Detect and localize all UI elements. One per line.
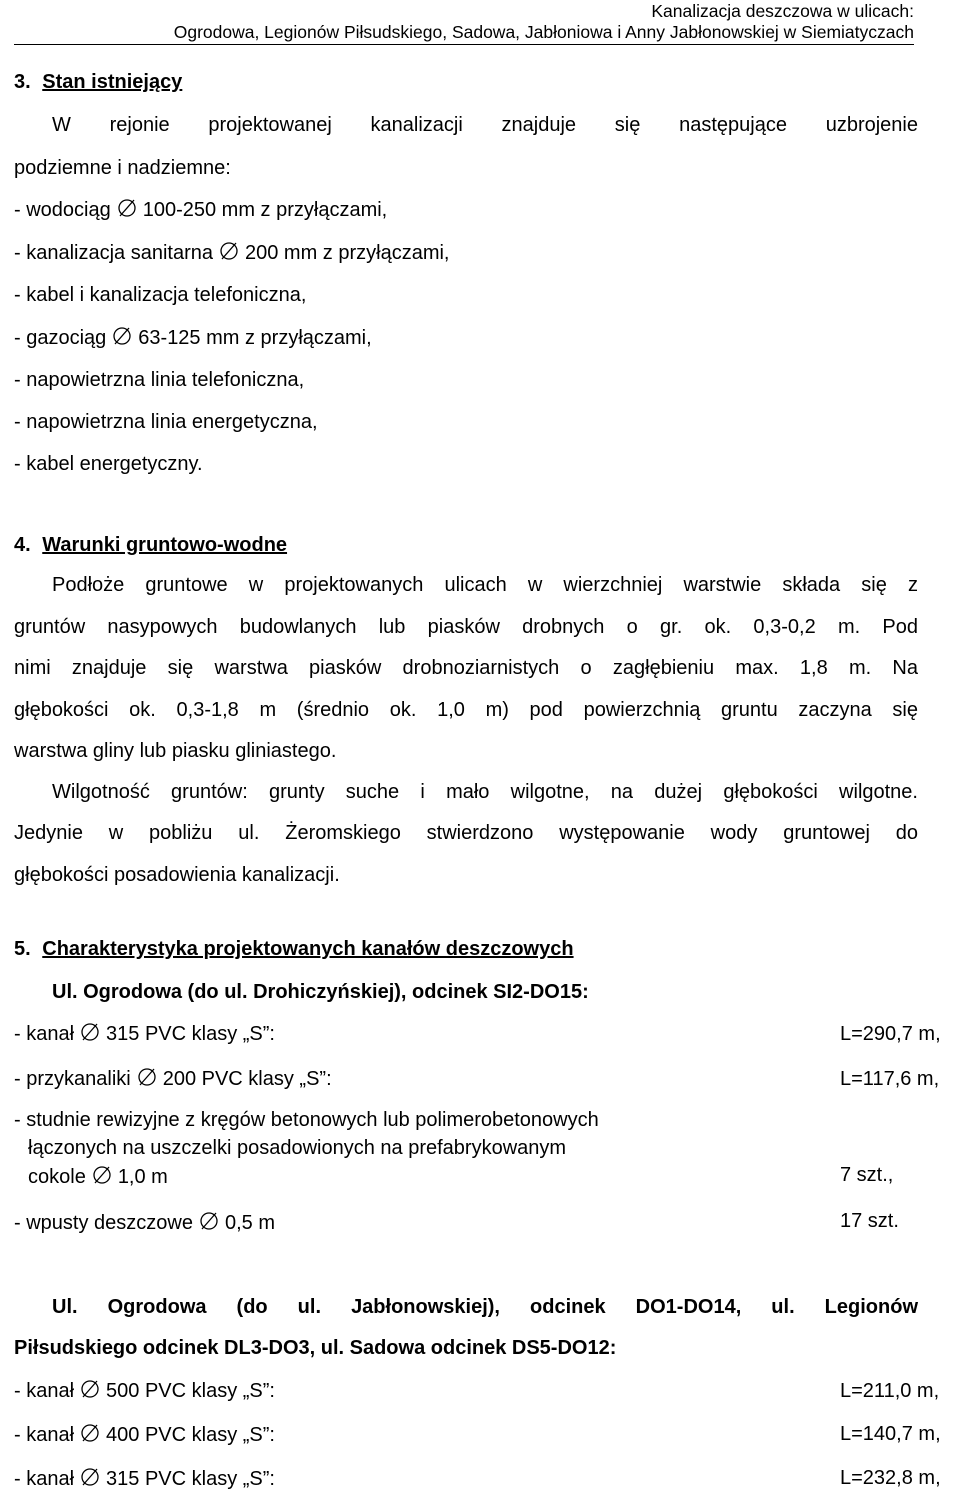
diameter-icon (80, 1423, 100, 1443)
spec-value: L=290,7 m, (840, 1023, 941, 1045)
spec-type: 1,0 m (117, 1166, 168, 1188)
paragraph-line: Podłoże gruntowe w projektowanych ulicach w wierzchniej warstwie składa się z (52, 574, 918, 596)
spec-row (14, 1210, 275, 1236)
paragraph-line: Jedynie w pobliżu ul. Żeromskiego stwierdzono występowanie wody gruntowej do (14, 822, 918, 844)
diameter-icon (92, 1165, 112, 1185)
spec-row (14, 1466, 275, 1492)
wells-line1: - studnie rewizyjne z kręgów betonowych lub polimerobetonowych (14, 1109, 599, 1131)
spec-type: 500 PVC klasy „S”: (106, 1380, 275, 1402)
utility-item (14, 325, 372, 351)
section-3-number: 3. (14, 71, 31, 93)
spec-type: 200 PVC klasy „S”: (162, 1068, 332, 1090)
section-4-number: 4. (14, 534, 31, 556)
spec-type: 315 PVC klasy „S”: (106, 1023, 275, 1045)
utility-item (14, 240, 450, 266)
utility-item-spec: 200 mm z przyłączami, (245, 242, 450, 264)
utility-item: - napowietrzna linia telefoniczna, (14, 369, 305, 391)
spec-label: - wpusty deszczowe (14, 1212, 193, 1234)
spec-row (14, 1378, 275, 1404)
spec-label: cokole (28, 1166, 86, 1188)
utility-item-spec: 100-250 mm z przyłączami, (142, 199, 388, 221)
spec-label: - kanał (14, 1380, 75, 1402)
diameter-icon (112, 326, 132, 346)
diameter-icon (199, 1211, 219, 1231)
section-3-intro-line2: podziemne i nadziemne: (14, 157, 231, 179)
section-4-title: Warunki gruntowo-wodne (42, 534, 288, 556)
spec-label: - kanał (14, 1468, 75, 1490)
diameter-icon (117, 198, 137, 218)
utility-item: - napowietrzna linia energetyczna, (14, 411, 318, 433)
wells-line2: łączonych na uszczelki posadowionych na prefabrykowanym (28, 1137, 567, 1159)
utility-item: - kabel energetyczny. (14, 453, 203, 475)
section-3-intro-line1: W rejonie projektowanej kanalizacji znajduje się następujące uzbrojenie (52, 114, 918, 136)
diameter-icon (80, 1467, 100, 1487)
spec-row (14, 1422, 275, 1448)
section-5-number: 5. (14, 938, 31, 960)
spec-label: - kanał (14, 1023, 75, 1045)
header-subtitle: Ogrodowa, Legionów Piłsudskiego, Sadowa, Jabłoniowa i Anny Jabłonowskiej w Siemiatyczach (173, 22, 914, 42)
utility-item-label: - gazociąg (14, 327, 107, 349)
subsection-2-heading-line2: Piłsudskiego odcinek DL3-DO3, ul. Sadowa odcinek DS5-DO12: (14, 1337, 617, 1359)
utility-item: - kabel i kanalizacja telefoniczna, (14, 284, 307, 306)
diameter-icon (80, 1379, 100, 1399)
spec-type: 400 PVC klasy „S”: (106, 1424, 275, 1446)
paragraph-line: głębokości posadowienia kanalizacji. (14, 864, 340, 886)
paragraph-line: warstwa gliny lub piasku gliniastego. (14, 740, 337, 762)
section-3-heading (14, 69, 182, 95)
diameter-icon (80, 1022, 100, 1042)
section-5-heading (14, 936, 574, 962)
header-divider (14, 44, 914, 45)
spec-value: 7 szt., (840, 1164, 894, 1186)
spec-value: L=211,0 m, (840, 1380, 940, 1402)
section-4-heading (14, 532, 287, 558)
utility-item-label: - kanalizacja sanitarna (14, 242, 213, 264)
paragraph-line: gruntów nasypowych budowlanych lub piasków drobnych o gr. ok. 0,3-0,2 m. Pod (14, 616, 918, 638)
spec-label: - przykanaliki (14, 1068, 131, 1090)
section-5-title: Charakterystyka projektowanych kanałów deszczowych (42, 938, 574, 960)
utility-item (14, 197, 387, 223)
diameter-icon (219, 241, 239, 261)
spec-value: L=232,8 m, (840, 1467, 941, 1489)
spec-type: 315 PVC klasy „S”: (106, 1468, 275, 1490)
diameter-icon (137, 1067, 157, 1087)
spec-row (14, 1021, 275, 1047)
spec-value: 17 szt. (840, 1210, 899, 1232)
spec-value: L=117,6 m, (840, 1068, 940, 1090)
paragraph-line: głębokości ok. 0,3-1,8 m (średnio ok. 1,0 m) pod powierzchnią gruntu zaczyna się (14, 699, 918, 721)
spec-row (14, 1066, 332, 1092)
section-3-title: Stan istniejący (42, 71, 183, 93)
spec-type: 0,5 m (224, 1212, 275, 1234)
wells-line3 (28, 1164, 168, 1190)
spec-value: L=140,7 m, (840, 1423, 941, 1445)
paragraph-line: Wilgotność gruntów: grunty suche i mało wilgotne, na dużej głębokości wilgotne. (52, 781, 918, 803)
utility-item-label: - wodociąg (14, 199, 111, 221)
header-title: Kanalizacja deszczowa w ulicach: (651, 1, 914, 21)
subsection-1-heading: Ul. Ogrodowa (do ul. Drohiczyńskiej), odcinek SI2-DO15: (52, 981, 589, 1003)
subsection-2-heading-line1: Ul. Ogrodowa (do ul. Jabłonowskiej), odcinek DO1-DO14, ul. Legionów (52, 1296, 918, 1318)
utility-item-spec: 63-125 mm z przyłączami, (138, 327, 372, 349)
spec-label: - kanał (14, 1424, 75, 1446)
paragraph-line: nimi znajduje się warstwa piasków drobnoziarnistych o zagłębieniu max. 1,8 m. Na (14, 657, 918, 679)
